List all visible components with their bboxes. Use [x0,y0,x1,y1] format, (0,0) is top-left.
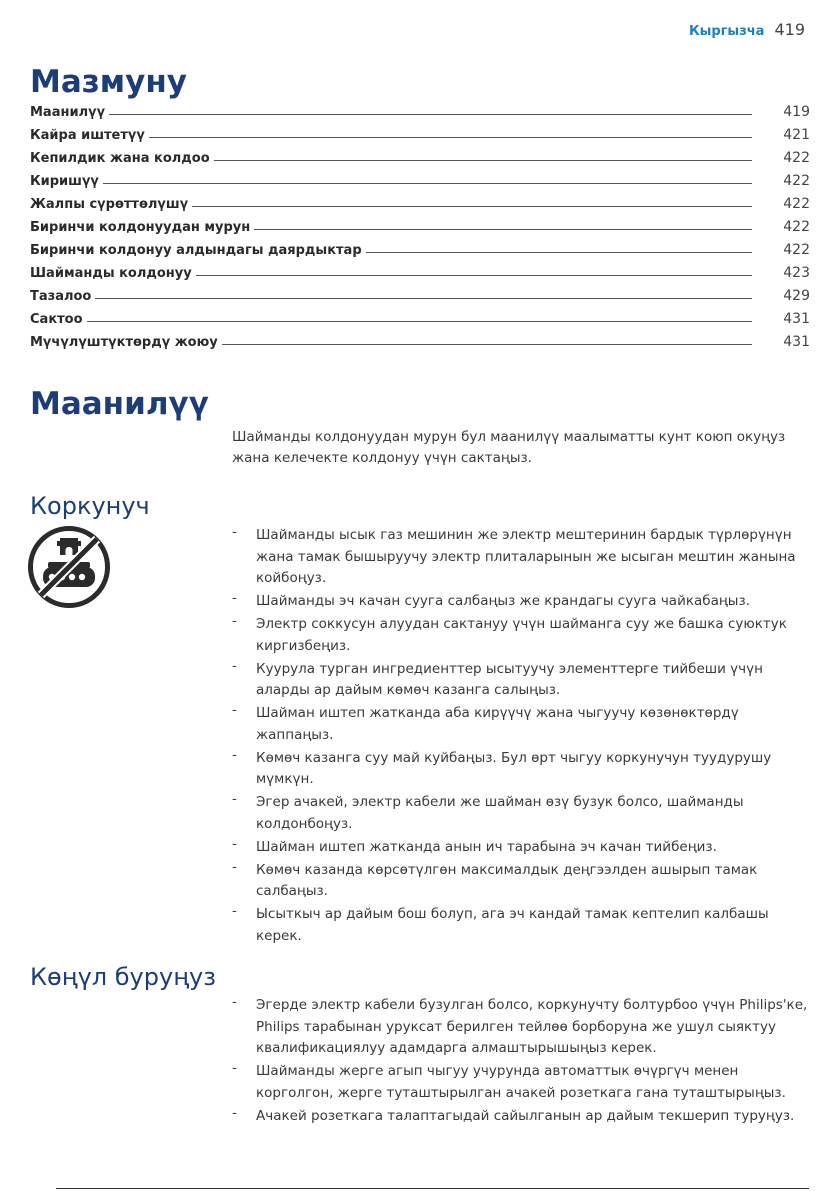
bullet-dash: - [232,903,237,919]
page-number: 419 [774,20,805,39]
danger-item-text: Көмөч казанда көрсөтүлгөн максималдык деңгээлден ашырып тамак салбаңыз. [256,861,758,899]
bullet-dash: - [232,702,237,718]
bullet-dash: - [232,858,237,875]
danger-heading: Коркунуч [30,492,150,520]
toc-entry-page: 419 [783,104,810,120]
intro-paragraph: Шайманды колдонуудан мурун бул маанилүү маалыматты кунт коюп окуңуз жана келечекте колдонуу үчүн сактаңыз. [232,429,786,466]
no-hot-surface-icon [27,525,111,609]
toc-entry-page: 423 [783,265,810,281]
toc-entry-page: 422 [783,219,810,235]
footer-divider [56,1188,809,1189]
toc-entry-label: Маанилүү [30,105,106,120]
toc-row[interactable] [30,265,810,288]
toc-entry-page: 422 [783,196,810,212]
toc-leader-line [192,206,752,207]
toc-leader-line [254,229,752,230]
caution-list-item [232,995,812,1060]
caution-item-text: Ачакей розеткага талаптагыдай сайылганын ар дайым текшерип туруңуз. [256,1107,795,1124]
danger-item-text: Шайман иштеп жатканда анын ич тарабына эч качан тийбеңиз. [256,838,717,855]
danger-list-item [232,837,812,859]
danger-list-item [232,792,812,835]
toc-entry-label: Биринчи колдонуу алдындагы даярдыктар [30,243,362,258]
caution-item-text: Шайманды жерге агып чыгуу учурунда автоматтык өчүргүч менен корголгон, жерге туташтырылган ачакей розеткага гана туташтырыңыз. [256,1063,786,1101]
table-of-contents [30,104,810,357]
danger-list-item [232,748,812,791]
danger-list-item [232,591,812,613]
toc-leader-line [149,137,752,138]
danger-list-item [232,525,812,590]
bullet-dash: - [232,835,237,852]
danger-list [232,525,812,949]
caution-item-text: Эгерде электр кабели бузулган болсо, коркунучту болтурбоо үчүн Philips'ке, Philips тарабынан уруксат берилген тейлөө борборуна же ушул сыяктуу квалификациялуу адамдарга алмаштырышыңыз керек. [256,997,808,1056]
danger-item-text: Эгер ачакей, электр кабели же шайман өзү бузук болсо, шайманды колдонбоңуз. [256,794,744,832]
caution-list-item [232,1061,812,1104]
bullet-dash: - [232,746,237,763]
danger-item-text: Куурула турган ингредиенттер ысытуучу элементтерге тийбеши үчүн аларды ар дайым көмөч казанга салыңыз. [256,660,763,698]
toc-entry-label: Шайманды колдонуу [30,266,192,281]
toc-leader-line [222,344,752,345]
toc-leader-line [87,321,752,322]
bullet-dash: - [232,791,237,807]
toc-entry-page: 431 [783,334,810,350]
danger-list-item [232,659,812,702]
danger-item-text: Ысыткыч ар дайым бош болуп, ага эч кандай тамак кептелип калбашы керек. [256,906,769,944]
toc-row[interactable] [30,334,810,357]
caution-heading: Көңүл буруңуз [30,963,217,991]
danger-item-text: Шайманды эч качан сууга салбаңыз же крандагы сууга чайкабаңыз. [256,593,750,609]
toc-entry-label: Кепилдик жана колдоо [30,151,210,166]
page-header [689,20,805,39]
toc-leader-line [366,252,752,253]
bullet-dash: - [232,590,237,606]
toc-leader-line [103,183,752,184]
danger-list-item [232,703,812,746]
toc-entry-label: Биринчи колдонуудан мурун [30,220,251,235]
danger-list-item [232,904,812,947]
toc-row[interactable] [30,311,810,334]
toc-entry-label: Мүчүлүштүктөрдү жоюу [30,335,218,350]
danger-item-text: Шайман иштеп жатканда аба кирүүчү жана чыгуучу көзөнөктөрдү жаппаңыз. [256,705,739,743]
toc-leader-line [109,114,752,115]
toc-entry-label: Тазалоо [30,289,92,304]
toc-leader-line [214,160,752,161]
bullet-dash: - [232,613,237,629]
danger-list-item [232,860,812,903]
bullet-dash: - [232,1060,237,1076]
toc-entry-page: 422 [783,173,810,189]
toc-row[interactable] [30,196,810,219]
toc-entry-label: Киришүү [30,174,99,189]
toc-leader-line [95,298,752,299]
bullet-dash: - [232,524,237,540]
toc-row[interactable] [30,219,810,242]
toc-entry-label: Сактоо [30,312,83,327]
bullet-dash: - [232,1104,237,1121]
danger-item-text: Электр соккусун алуудан сактануу үчүн шайманга суу же башка суюктук киргизбеңиз. [256,616,787,654]
toc-row[interactable] [30,104,810,127]
toc-leader-line [196,275,752,276]
toc-entry-page: 421 [783,127,810,143]
toc-row[interactable] [30,288,810,311]
toc-entry-label: Кайра иштетүү [30,128,145,143]
toc-row[interactable] [30,150,810,173]
toc-entry-page: 429 [783,288,810,304]
toc-row[interactable] [30,173,810,196]
toc-row[interactable] [30,242,810,265]
caution-list-item [232,1106,812,1128]
danger-item-text: Шайманды ысык газ мешинин же электр мештеринин бардык түрлөрүнүн жана тамак бышыруучу электр плиталарынын же ысыган мештин жанына койбоңуз. [256,527,796,586]
section-title-important: Маанилүү [30,386,209,422]
caution-list [232,995,812,1129]
danger-list-item [232,614,812,657]
toc-title: Мазмуну [30,64,187,100]
danger-item-text: Көмөч казанга суу май куйбаңыз. Бул өрт чыгуу коркунучун туудурушу мүмкүн. [256,749,772,787]
toc-row[interactable] [30,127,810,150]
language-label: Кыргызча [688,24,765,39]
toc-entry-label: Жалпы сүрөттөлүшү [30,197,189,212]
toc-entry-page: 422 [783,150,810,166]
bullet-dash: - [232,657,237,674]
bullet-dash: - [232,994,237,1010]
toc-entry-page: 431 [783,311,810,327]
toc-entry-page: 422 [783,242,810,258]
